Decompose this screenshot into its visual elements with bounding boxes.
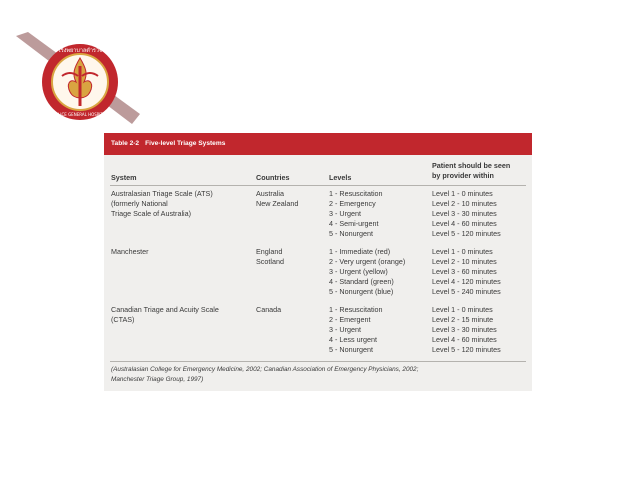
cell-line: Level 5 - 120 minutes <box>432 345 501 355</box>
footnote-line: Manchester Triage Group, 1997) <box>111 375 204 383</box>
cell-levels <box>329 305 429 355</box>
header-divider <box>110 185 526 186</box>
cell-system <box>111 247 251 257</box>
cell-line: 2 - Emergency <box>329 199 376 209</box>
cell-line: Level 2 - 15 minute <box>432 315 494 325</box>
cell-line: (CTAS) <box>111 315 135 325</box>
cell-line: 5 - Nonurgent (blue) <box>329 287 394 297</box>
cell-line: Canadian Triage and Acuity Scale <box>111 305 219 314</box>
col-header-system: System <box>111 173 137 182</box>
cell-line: Australasian Triage Scale (ATS) <box>111 189 213 198</box>
cell-line: 4 - Less urgent <box>329 335 377 345</box>
cell-line: 5 - Nonurgent <box>329 345 373 355</box>
cell-line: Level 1 - 0 minutes <box>432 189 493 198</box>
col-header-time-line2: by provider within <box>432 171 494 180</box>
cell-line: Level 3 - 30 minutes <box>432 209 497 219</box>
cell-line: 2 - Emergent <box>329 315 371 325</box>
cell-countries <box>256 189 326 209</box>
cell-line: Australia <box>256 189 284 198</box>
cell-line: 1 - Resuscitation <box>329 305 383 314</box>
table-footnote <box>111 365 521 384</box>
police-hospital-logo <box>14 32 142 130</box>
cell-countries <box>256 247 326 267</box>
cell-line: 3 - Urgent (yellow) <box>329 267 388 277</box>
cell-line: (formerly National <box>111 199 168 209</box>
cell-line: Triage Scale of Australia) <box>111 209 192 219</box>
cell-line: 4 - Semi-urgent <box>329 219 379 229</box>
cell-times <box>432 189 528 239</box>
table-title-bar <box>104 133 532 155</box>
cell-line: Level 1 - 0 minutes <box>432 247 493 256</box>
cell-line: New Zealand <box>256 199 299 209</box>
col-header-levels: Levels <box>329 173 352 182</box>
cell-countries <box>256 305 326 315</box>
table-number: Table 2-2 <box>111 140 140 147</box>
cell-line: 3 - Urgent <box>329 325 361 335</box>
logo-emblem-staff <box>79 66 82 106</box>
cell-line: Level 4 - 60 minutes <box>432 219 497 229</box>
cell-line: Level 5 - 240 minutes <box>432 287 501 297</box>
footer-divider <box>110 361 526 362</box>
cell-line: 4 - Standard (green) <box>329 277 394 287</box>
cell-system <box>111 305 251 325</box>
cell-line: England <box>256 247 283 256</box>
col-header-time-line1: Patient should be seen <box>432 161 511 170</box>
cell-line: 3 - Urgent <box>329 209 361 219</box>
cell-times <box>432 305 528 355</box>
cell-line: 1 - Immediate (red) <box>329 247 391 256</box>
cell-system <box>111 189 251 219</box>
cell-times <box>432 247 528 297</box>
cell-line: Level 3 - 60 minutes <box>432 267 497 277</box>
cell-line: Level 4 - 60 minutes <box>432 335 497 345</box>
cell-line: Level 3 - 30 minutes <box>432 325 497 335</box>
cell-line: 1 - Resuscitation <box>329 189 383 198</box>
table-title: Five-level Triage Systems <box>145 140 226 147</box>
cell-line: Scotland <box>256 257 284 267</box>
logo-top-text: โรงพยาบาลตำรวจ <box>57 48 103 54</box>
cell-line: Canada <box>256 305 282 314</box>
col-header-time <box>432 161 528 181</box>
column-headers <box>104 155 532 184</box>
cell-line: Level 4 - 120 minutes <box>432 277 501 287</box>
logo-bottom-text: POLICE GENERAL HOSPITAL <box>52 112 108 117</box>
cell-line: Level 2 - 10 minutes <box>432 257 497 267</box>
cell-line: Manchester <box>111 247 149 256</box>
cell-line: Level 1 - 0 minutes <box>432 305 493 314</box>
footnote-line: (Australasian College for Emergency Medicine, 2002; Canadian Association of Emergency Physicians, 2002; <box>111 366 419 373</box>
cell-levels <box>329 247 429 297</box>
cell-line: 5 - Nonurgent <box>329 229 373 239</box>
cell-line: 2 - Very urgent (orange) <box>329 257 406 267</box>
cell-line: Level 5 - 120 minutes <box>432 229 501 239</box>
cell-levels <box>329 189 429 239</box>
col-header-countries: Countries <box>256 173 290 182</box>
cell-line: Level 2 - 10 minutes <box>432 199 497 209</box>
triage-table <box>104 133 532 391</box>
